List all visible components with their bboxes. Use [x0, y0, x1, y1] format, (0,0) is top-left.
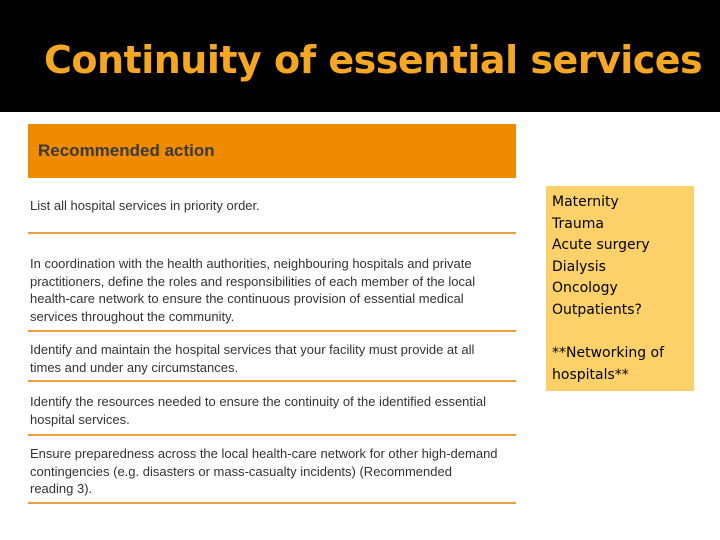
- list-item: Outpatients?: [552, 301, 642, 318]
- table-row: [28, 332, 516, 382]
- slide-title: Continuity of essential services: [44, 38, 703, 82]
- row-text: List all hospital services in priority order.: [30, 198, 260, 213]
- row-text: In coordination with the health authorities, neighbouring hospitals and private practitioners, define the roles and responsibilities of each member of the local health-care network to ensure the continuous provision of essential medical services throughout the community.: [30, 256, 476, 324]
- table-row: [28, 178, 516, 234]
- row-text: Identify the resources needed to ensure the continuity of the identified essential hospital services.: [30, 394, 487, 427]
- table-row: [28, 234, 516, 332]
- row-text: Ensure preparedness across the local health-care network for other high-demand contingencies (e.g. disasters or mass-casualty incidents) (Recommended reading 3).: [30, 446, 498, 496]
- list-item: Trauma: [552, 215, 604, 232]
- table-header: Recommended action: [28, 124, 516, 178]
- list-item: Maternity: [552, 194, 619, 210]
- table-row: [28, 382, 516, 436]
- list-item: Acute surgery: [552, 237, 650, 253]
- list-item: Oncology: [552, 280, 618, 296]
- recommended-action-table: [28, 124, 516, 504]
- row-text: Identify and maintain the hospital services that your facility must provide at all times and under any circumstances.: [30, 342, 475, 375]
- list-item: Dialysis: [552, 258, 606, 275]
- essential-services-box: [546, 186, 694, 391]
- table-row: [28, 436, 516, 504]
- networking-note: **Networking of hospitals**: [552, 345, 665, 383]
